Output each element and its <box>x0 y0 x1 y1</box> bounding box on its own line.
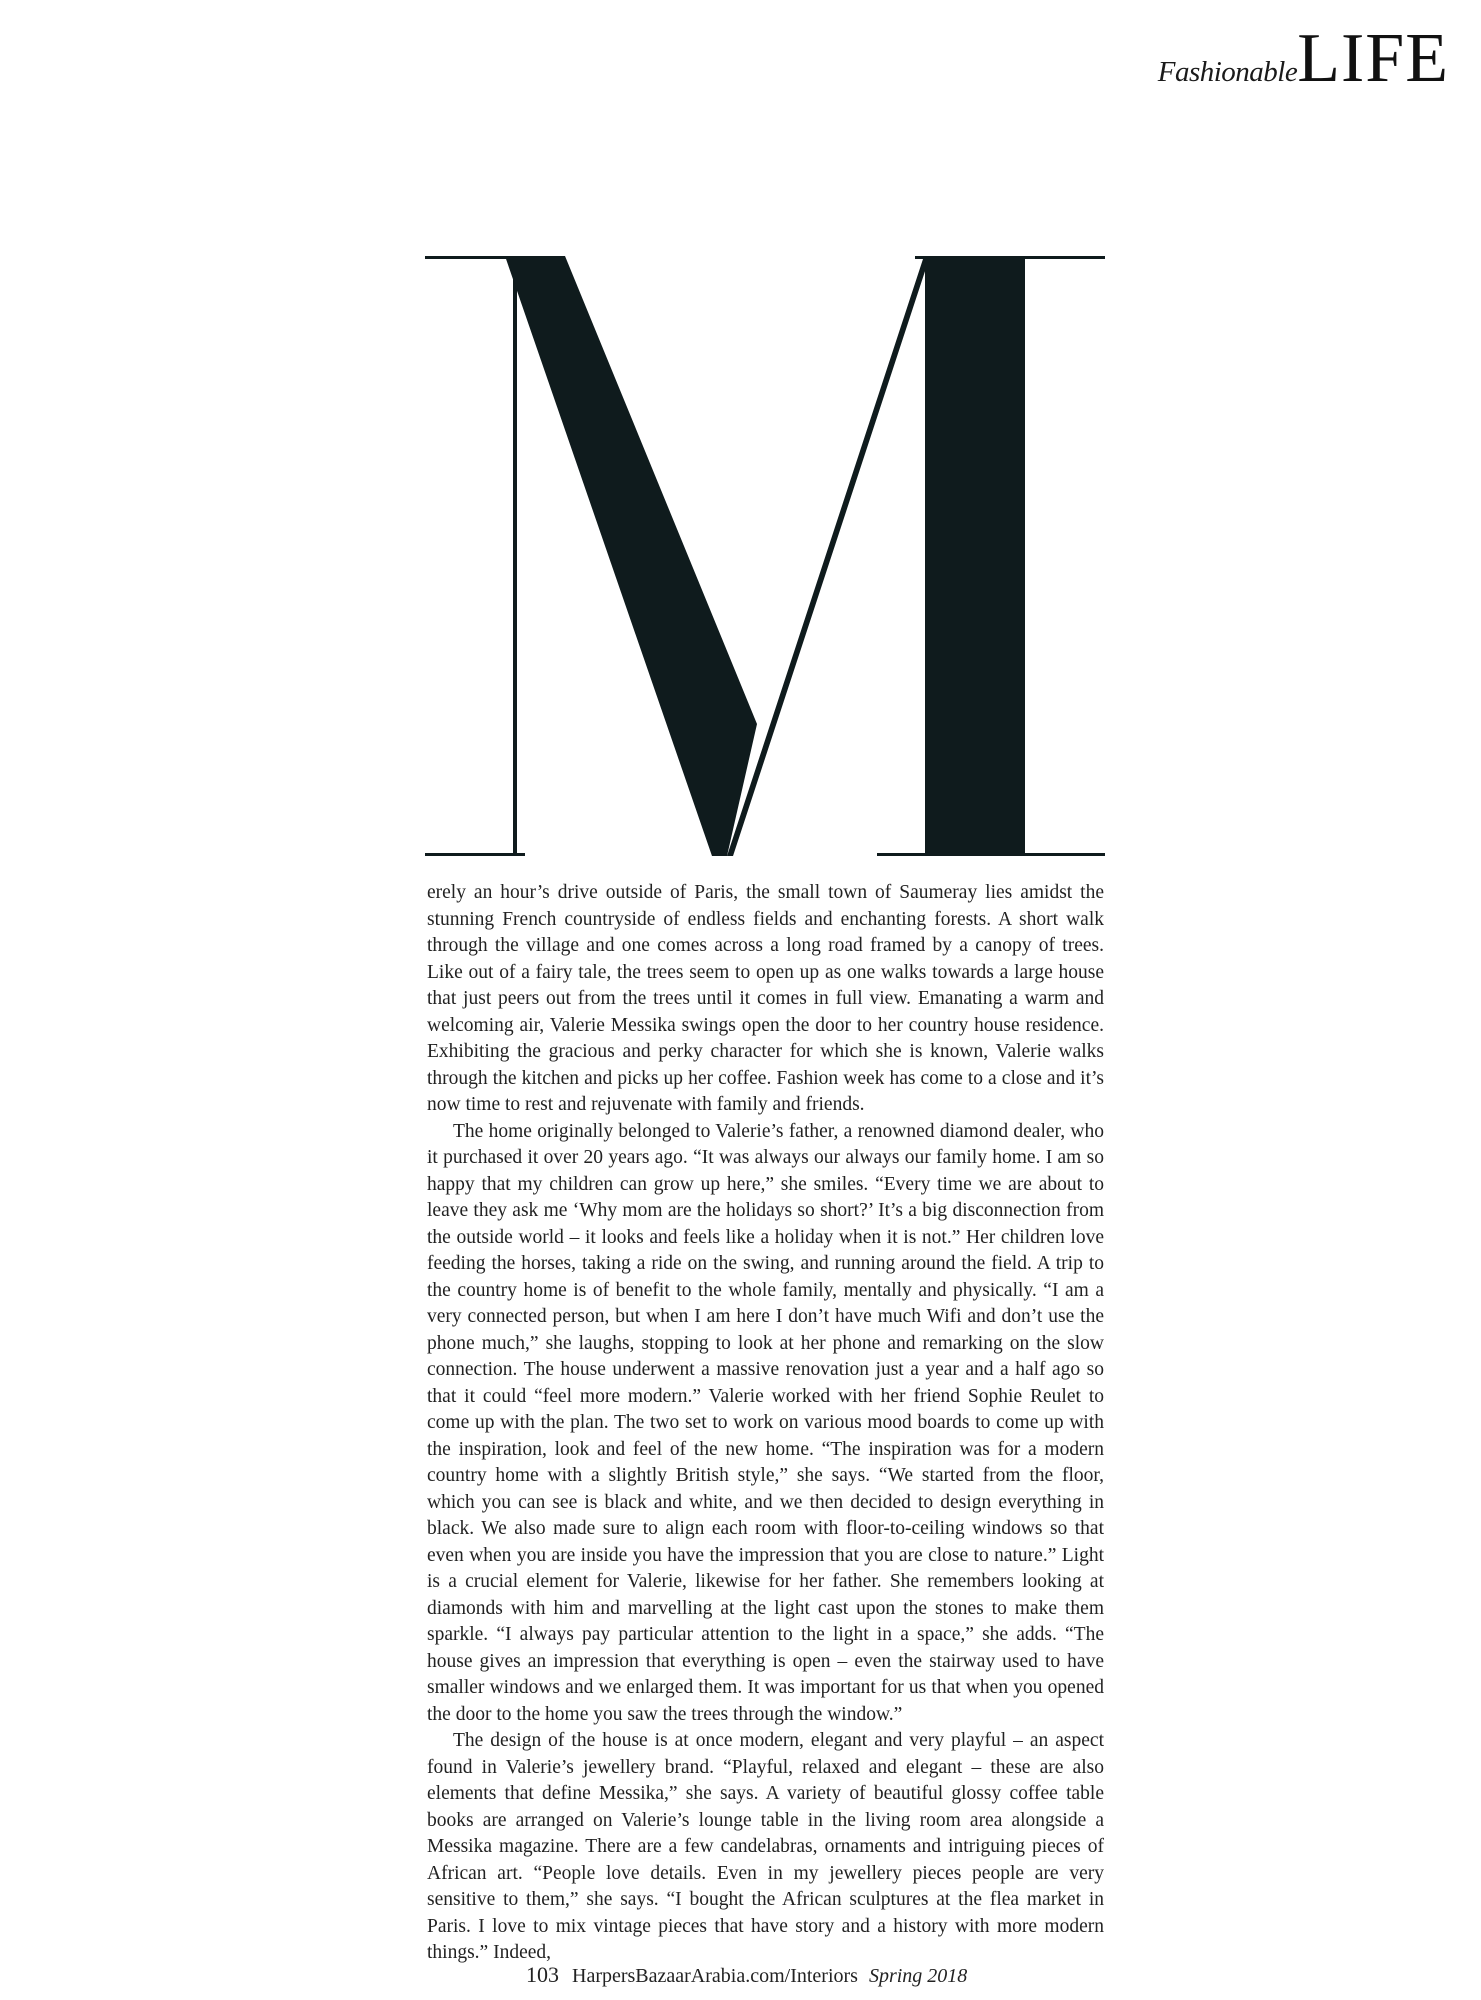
page-footer <box>526 1962 967 1988</box>
drop-cap-letter <box>425 256 1105 856</box>
article-paragraph: erely an hour’s drive outside of Paris, the small town of Saumeray lies amidst the stunning French countryside of endless fields and enchanting forests. A short walk through the village and one comes across a long road framed by a canopy of trees. Like out of a fairy tale, the trees seem to open up as one walks towards a large house that just peers out from the trees until it comes in full view. Emanating a warm and welcoming air, Valerie Messika swings open the door to her country house residence. Exhibiting the gracious and perky character for which she is known, Valerie walks through the kitchen and picks up her coffee. Fashion week has come to a close and it’s now time to rest and rejuvenate with family and friends. <box>427 882 1104 1115</box>
section-header <box>1157 20 1449 97</box>
article-body <box>427 880 1104 1967</box>
section-title-caps: LIFE <box>1297 20 1449 97</box>
article-paragraph: The design of the house is at once modern, elegant and very playful – an aspect found in Valerie’s jewellery brand. “Playful, relaxed and elegant – these are also elements that define Messika,” she says. A variety of beautiful glossy coffee table books are arranged on Valerie’s lounge table in the living room area alongside a Messika magazine. There are a few candelabras, ornaments and intriguing pieces of African art. “People love details. Even in my jewellery pieces people are very sensitive to them,” she says. “I bought the African sculptures at the flea market in Paris. I love to mix vintage pieces that have story and a history with more modern things.” Indeed, <box>427 1730 1104 1963</box>
article-paragraph: The home originally belonged to Valerie’s father, a renowned diamond dealer, who it purchased it over 20 years ago. “It was always our always our family home. I am so happy that my children can grow up here,” she smiles. “Every time we are about to leave they ask me ‘Why mom are the holidays so short?’ It’s a big disconnection from the outside world – it looks and feels like a holiday when it is not.” Her children love feeding the horses, taking a ride on the swing, and running around the field. A trip to the country home is of benefit to the whole family, mentally and physically. “I am a very connected person, but when I am here I don’t have much Wifi and don’t use the phone much,” she laughs, stopping to look at her phone and remarking on the slow connection. The house underwent a massive renovation just a year and a half ago so that it could “feel more modern.” Valerie worked with her friend Sophie Reulet to come up with the plan. The two set to work on various mood boards to come up with the inspiration, look and feel of the new home. “The inspiration was for a modern country home with a slightly British style,” she says. “We started from the floor, which you can see is black and white, and we then decided to design everything in black. We also made sure to align each room with floor-to-ceiling windows so that even when you are inside you have the impression that you are close to nature.” Light is a crucial element for Valerie, likewise for her father. She remembers looking at diamonds with him and marvelling at the light cast upon the stones to make them sparkle. “I always pay particular attention to the light in a space,” she adds. “The house gives an impression that everything is open – even the stairway used to have smaller windows and we enlarged them. It was important for us that when you opened the door to the home you saw the trees through the window.” <box>427 1120 1104 1725</box>
page-number: 103 <box>526 1962 559 1987</box>
footer-issue: Spring 2018 <box>868 1965 968 1987</box>
footer-website: HarpersBazaarArabia.com/Interiors <box>572 1965 858 1987</box>
section-title-italic: Fashionable <box>1157 56 1298 88</box>
